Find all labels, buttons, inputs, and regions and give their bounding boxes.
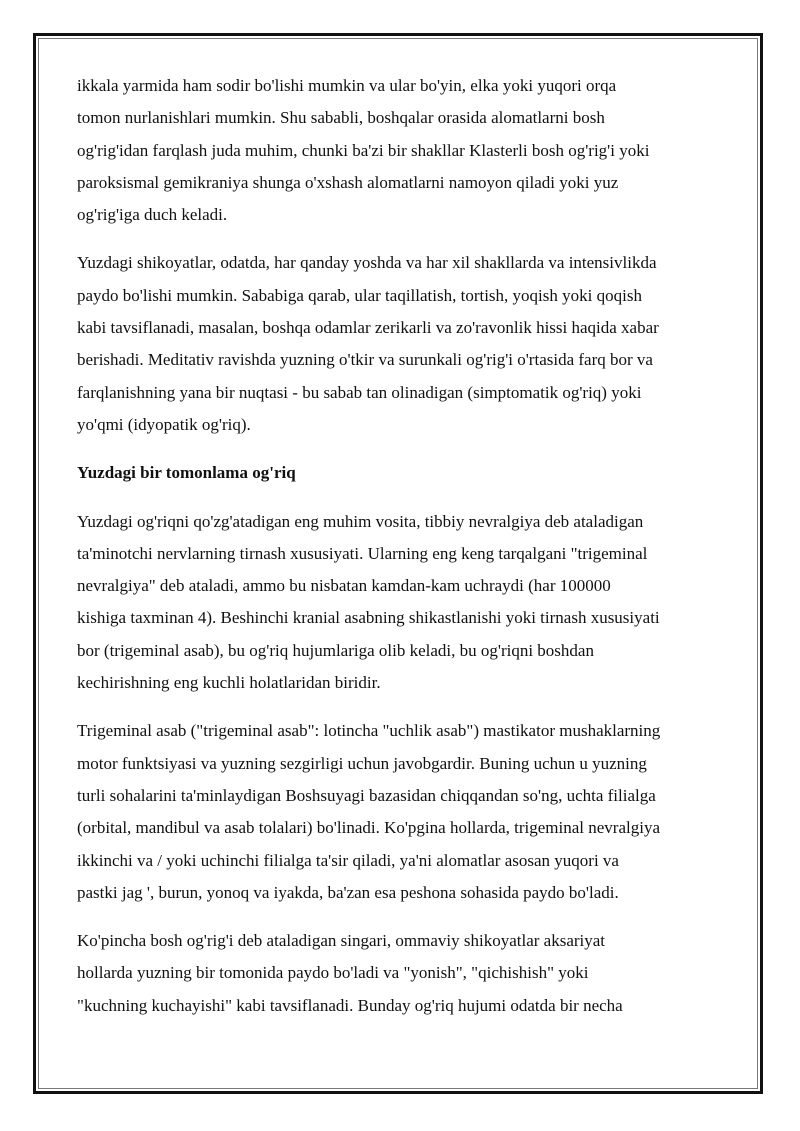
text-line: Yuzdagi og'riqni qo'zg'atadigan eng muhim vosita, tibbiy nevralgiya deb ataladigan [77, 511, 644, 531]
text-line: hollarda yuzning bir tomonida paydo bo'ladi va "yonish", "qichishish" yoki [77, 963, 589, 983]
paragraph-1 [77, 70, 725, 231]
text-line: ta'minotchi nervlarning tirnash xususiyati. Ularning eng keng tarqalgani "trigeminal [77, 543, 648, 563]
text-line: Yuzdagi shikoyatlar, odatda, har qanday yoshda va har xil shakllarda va intensivlikda [77, 253, 657, 273]
section-heading: Yuzdagi bir tomonlama og'riq [77, 463, 296, 483]
text-line: og'rig'iga duch keladi. [77, 205, 228, 225]
text-line: og'rig'idan farqlash juda muhim, chunki ba'zi bir shakllar Klasterli bosh og'rig'i yoki [77, 140, 650, 160]
paragraph-3 [77, 506, 725, 700]
text-line: "kuchning kuchayishi" kabi tavsiflanadi. Bunday og'riq hujumi odatda bir necha [77, 995, 623, 1015]
text-line: paydo bo'lishi mumkin. Sababiga qarab, ular taqillatish, tortish, yoqish yoki qoqish [77, 285, 642, 305]
text-line: pastki jag ', burun, yonoq va iyakda, ba'zan esa peshona sohasida paydo bo'ladi. [77, 882, 619, 902]
text-line: (orbital, mandibul va asab tolalari) bo'linadi. Ko'pgina hollarda, trigeminal nevralgiya [77, 818, 661, 838]
text-line: Trigeminal asab ("trigeminal asab": lotincha "uchlik asab") mastikator mushaklarning [77, 721, 661, 741]
paragraph-2 [77, 247, 725, 441]
text-line: bor (trigeminal asab), bu og'riq hujumlariga olib keladi, bu og'riqni boshdan [77, 640, 594, 660]
text-line: paroksismal gemikraniya shunga o'xshash alomatlarni namoyon qiladi yoki yuz [77, 172, 619, 192]
text-line: Ko'pincha bosh og'rig'i deb ataladigan singari, ommaviy shikoyatlar aksariyat [77, 931, 606, 951]
text-line: kechirishning eng kuchli holatlaridan biridir. [77, 673, 381, 693]
paragraph-4 [77, 715, 725, 909]
paragraph-5 [77, 925, 725, 1022]
text-line: motor funktsiyasi va yuzning sezgirligi uchun javobgardir. Buning uchun u yuzning [77, 753, 647, 773]
text-line: farqlanishning yana bir nuqtasi - bu sabab tan olinadigan (simptomatik og'riq) yoki [77, 382, 642, 402]
text-line: kabi tavsiflanadi, masalan, boshqa odamlar zerikarli va zo'ravonlik hissi haqida xabar [77, 318, 659, 338]
text-line: yo'qmi (idyopatik og'riq). [77, 414, 251, 434]
text-line: tomon nurlanishlari mumkin. Shu sababli, boshqalar orasida alomatlarni bosh [77, 108, 605, 128]
text-line: turli sohalarini ta'minlaydigan Boshsuyagi bazasidan chiqqandan so'ng, uchta filialga [77, 785, 656, 805]
text-line: berishadi. Meditativ ravishda yuzning o'tkir va surunkali og'rig'i o'rtasida farq bor va [77, 350, 653, 370]
text-line: ikkinchi va / yoki uchinchi filialga ta'sir qiladi, ya'ni alomatlar asosan yuqori va [77, 850, 619, 870]
text-line: kishiga taxminan 4). Beshinchi kranial asabning shikastlanishi yoki tirnash xususiyati [77, 608, 660, 628]
document-body [77, 70, 725, 1038]
text-line: ikkala yarmida ham sodir bo'lishi mumkin va ular bo'yin, elka yoki yuqori orqa [77, 76, 617, 95]
text-line: nevralgiya" deb ataladi, ammo bu nisbatan kamdan-kam uchraydi (har 100000 [77, 576, 611, 596]
